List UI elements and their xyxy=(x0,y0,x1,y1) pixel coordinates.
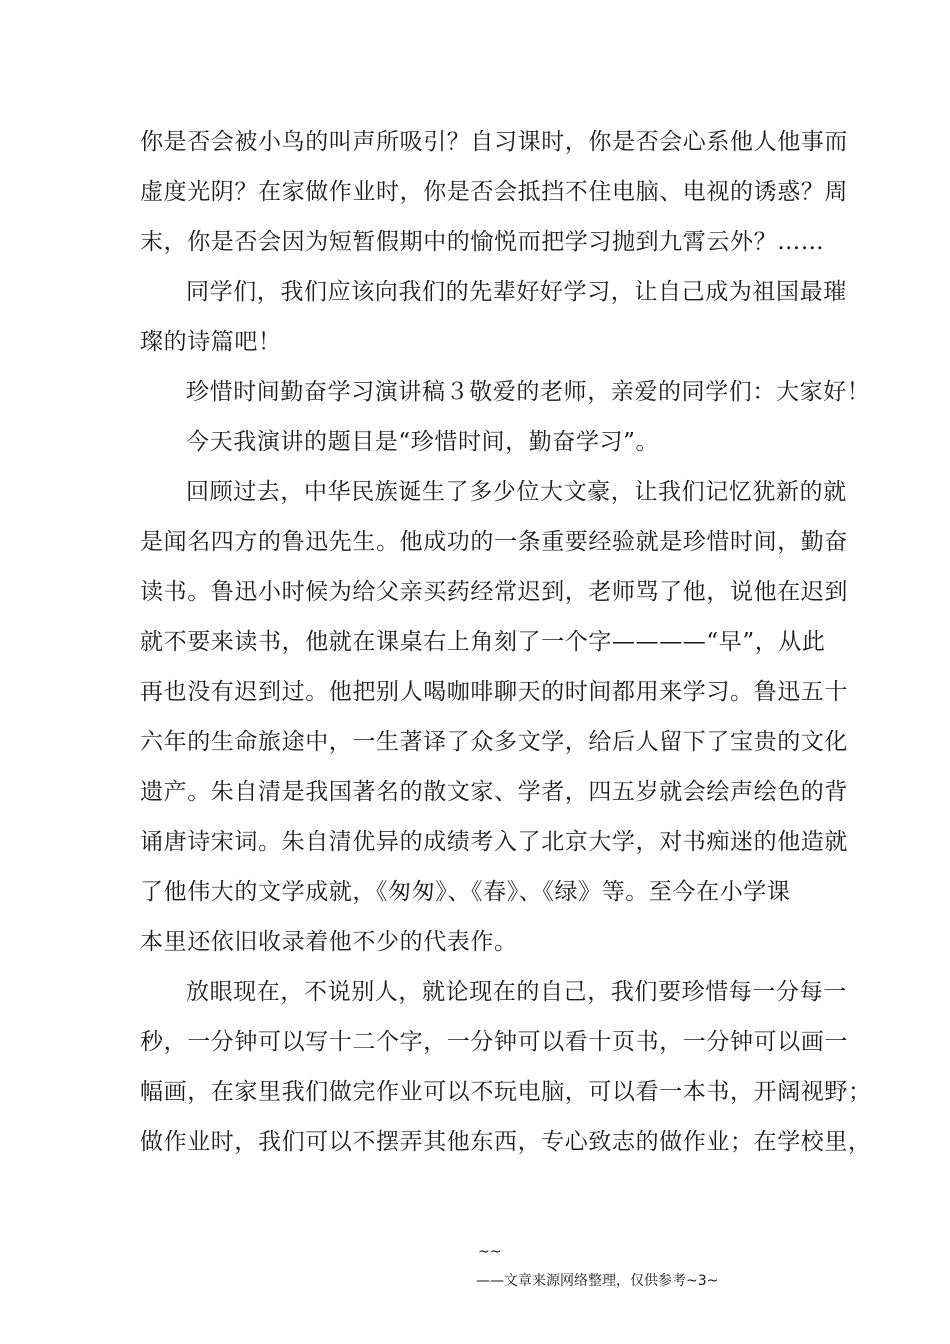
paragraph-start-line: 放眼现在，不说别人，就论现在的自己，我们要珍惜每一分每一 xyxy=(186,979,847,1005)
footer-mark: ~~ xyxy=(478,1244,502,1260)
paragraph-start-line: 同学们，我们应该向我们的先辈好好学习，让自己成为祖国最璀 xyxy=(186,279,847,305)
text-line: 诵唐诗宋词。朱自清优异的成绩考入了北京大学，对书痴迷的他造就 xyxy=(140,829,848,855)
text-line: 本里还依旧收录着他不少的代表作。 xyxy=(140,929,518,955)
text-line: 虚度光阴？在家做作业时，你是否会抵挡不住电脑、电视的诱惑？周 xyxy=(140,179,848,205)
text-line: 你是否会被小鸟的叫声所吸引？自习课时，你是否会心系他人他事而 xyxy=(140,129,848,155)
text-line: 做作业时，我们可以不摆弄其他东西，专心致志的做作业；在学校里， xyxy=(140,1129,872,1155)
heading-line: 珍惜时间勤奋学习演讲稿３敬爱的老师，亲爱的同学们：大家好！ xyxy=(186,379,871,405)
text-line: 遗产。朱自清是我国著名的散文家、学者，四五岁就会绘声绘色的背 xyxy=(140,779,848,805)
footer-note: ——文章来源网络整理，仅供参考~3~ xyxy=(476,1273,719,1289)
text-line: 秒，一分钟可以写十二个字，一分钟可以看十页书，一分钟可以画一 xyxy=(140,1029,848,1055)
text-line: 再也没有迟到过。他把别人喝咖啡聊天的时间都用来学习。鲁迅五十 xyxy=(140,679,848,705)
text-line: 末，你是否会因为短暂假期中的愉悦而把学习抛到九霄云外？…… xyxy=(140,229,825,255)
text-line: 就不要来读书，他就在课桌右上角刻了一个字————“早”，从此 xyxy=(140,629,826,655)
text-line: 六年的生命旅途中，一生著译了众多文学，给后人留下了宝贵的文化 xyxy=(140,729,848,755)
text-line: 是闻名四方的鲁迅先生。他成功的一条重要经验就是珍惜时间，勤奋 xyxy=(140,529,848,555)
paragraph-start-line: 今天我演讲的题目是“珍惜时间，勤奋学习”。 xyxy=(186,429,660,455)
text-line: 幅画，在家里我们做完作业可以不玩电脑，可以看一本书，开阔视野； xyxy=(140,1079,872,1105)
paragraph-start-line: 回顾过去，中华民族诞生了多少位大文豪，让我们记忆犹新的就 xyxy=(186,479,847,505)
text-line: 了他伟大的文学成就，《匆匆》、《春》、《绿》等。至今在小学课 xyxy=(140,879,791,905)
text-line: 读书。鲁迅小时候为给父亲买药经常迟到，老师骂了他，说他在迟到 xyxy=(140,579,848,605)
text-line: 璨的诗篇吧！ xyxy=(140,329,282,355)
